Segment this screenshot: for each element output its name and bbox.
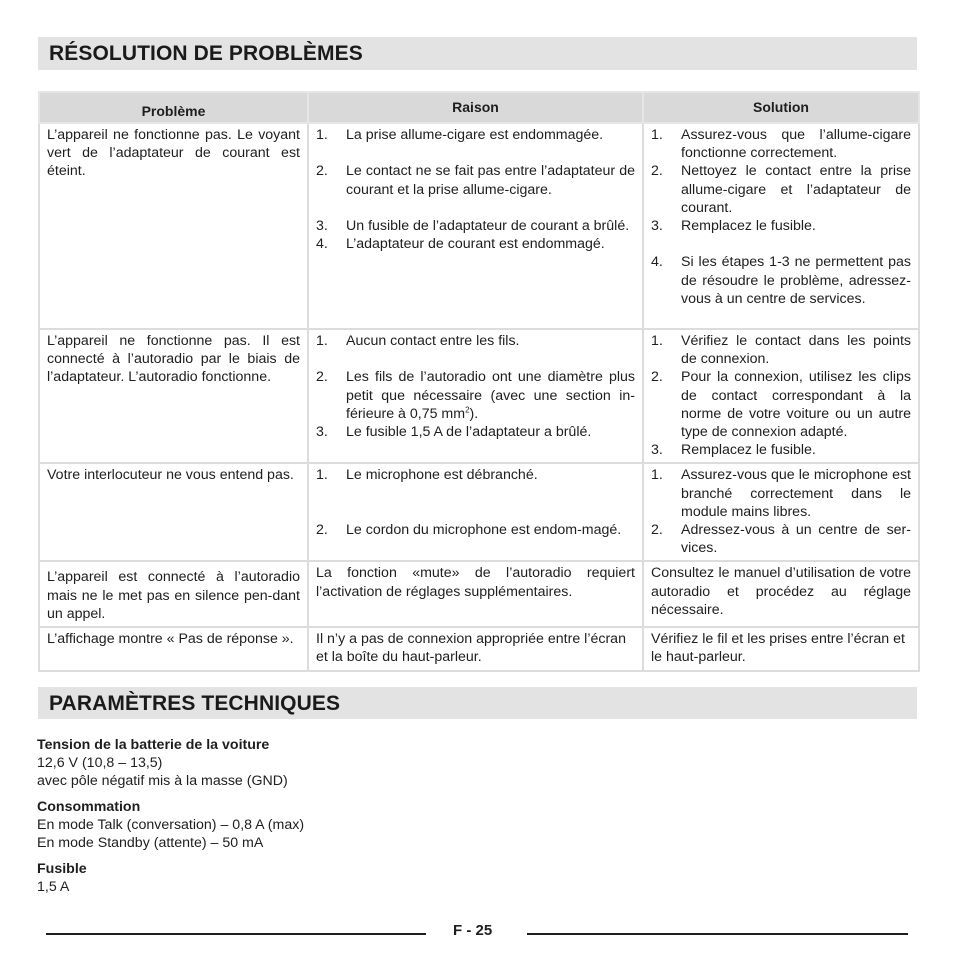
page-number: F - 25: [453, 922, 493, 939]
footer-rule-right: [527, 933, 908, 935]
header-problem: Problème: [39, 92, 308, 123]
section-header-specs: [38, 687, 917, 719]
list-item: 2. Le cordon du microphone est endom-magé.: [316, 522, 622, 538]
table-row: [39, 329, 919, 463]
spec-consumption: [37, 798, 304, 852]
section-title-troubleshooting: RÉSOLUTION DE PROBLÈMES: [49, 42, 363, 65]
list-item: 1. Vérifiez le contact dans les points de connexion.: [651, 333, 911, 368]
list-item: 2. Pour la connexion, utilisez les clips de contact correspondant à la norme de votre voiture ou un autre type de connexion adapté.: [651, 369, 911, 441]
list-item: 1. Assurez-vous que l’allume-cigare fonctionne correctement.: [651, 127, 911, 162]
reason-cell: [308, 329, 643, 463]
list-item: 3. Un fusible de l’adaptateur de courant a brûlé.: [316, 217, 630, 234]
list-item: 3. Le fusible 1,5 A de l’adaptateur a brûlé.: [316, 424, 592, 440]
list-item: 2. Nettoyez le contact entre la prise allume-cigare et l’adaptateur de courant.: [651, 163, 911, 216]
list-item: 4. Si les étapes 1-3 ne permettent pas de résoudre le problème, adressez-vous à un centre de services.: [651, 254, 911, 307]
spec-battery: [37, 736, 304, 790]
spec-label: Fusible: [37, 861, 87, 877]
troubleshooting-table: [38, 91, 920, 672]
table-row: [39, 561, 919, 627]
spec-value: 1,5 A: [37, 879, 70, 895]
list-item: 1. Assurez-vous que le microphone est branché correctement dans le module mains libres.: [651, 467, 911, 520]
solution-cell: [643, 463, 919, 561]
list-item: 1. La prise allume-cigare est endommagée.: [316, 127, 604, 143]
spec-value: 12,6 V (10,8 – 13,5): [37, 755, 163, 771]
list-item: 3. Remplacez le fusible.: [651, 442, 816, 459]
reason-cell: Il n’y a pas de connexion appropriée entre l’écran et la boîte du haut-parleur.: [308, 627, 643, 671]
solution-cell: [643, 329, 919, 463]
section-header-troubleshooting: [38, 37, 917, 70]
list-item: 2. Le contact ne se fait pas entre l’adaptateur de courant et la prise allume-cigare.: [316, 163, 635, 198]
solution-cell: Consultez le manuel d’utilisation de votre autoradio et procédez au réglage nécessaire.: [643, 561, 919, 627]
spec-fuse: [37, 860, 304, 896]
problem-cell: L’appareil ne fonctionne pas. Le voyant vert de l’adaptateur de courant est éteint.: [39, 123, 308, 329]
table-row: [39, 463, 919, 561]
reason-cell: [308, 463, 643, 561]
spec-value: avec pôle négatif mis à la masse (GND): [37, 773, 288, 789]
spec-value: En mode Standby (attente) – 50 mA: [37, 835, 264, 851]
table-row: [39, 123, 919, 329]
solution-cell: Vérifiez le fil et les prises entre l’écran et le haut-parleur.: [643, 627, 919, 671]
problem-cell: L’affichage montre « Pas de réponse ».: [39, 627, 308, 671]
section-title-specs: PARAMÈTRES TECHNIQUES: [49, 692, 341, 715]
problem-cell: Votre interlocuteur ne vous entend pas.: [39, 463, 308, 561]
list-item: 1. Aucun contact entre les fils.: [316, 333, 520, 349]
list-item: 4. L’adaptateur de courant est endommagé.: [316, 236, 605, 253]
reason-cell: [308, 123, 643, 329]
list-item: 2. Les fils de l’autoradio ont une diamètre plus petit que nécessaire (avec une section in-férieure à 0,75 $mm^2$).: [316, 369, 635, 422]
list-item: 2. Adressez-vous à un centre de ser-vices.: [651, 522, 911, 557]
table-row: [39, 627, 919, 671]
solution-cell: [643, 123, 919, 329]
header-reason: Raison: [308, 92, 643, 123]
problem-cell: L’appareil est connecté à l’autoradio mais ne le met pas en silence pen-dant un appel.: [39, 561, 308, 627]
list-item: 1. Le microphone est débranché.: [316, 467, 538, 484]
footer-rule-left: [46, 933, 426, 935]
list-item: 3. Remplacez le fusible.: [651, 218, 816, 235]
specs-list: [37, 736, 304, 904]
table-header-row: [39, 92, 919, 123]
problem-cell: L’appareil ne fonctionne pas. Il est connecté à l’autoradio par le biais de l’adaptateur. L’autoradio fonctionne.: [39, 329, 308, 463]
spec-label: Consommation: [37, 799, 141, 815]
spec-label: Tension de la batterie de la voiture: [37, 737, 270, 753]
reason-cell: La fonction «mute» de l’autoradio requiert l’activation de réglages supplémentaires.: [308, 561, 643, 627]
header-solution: Solution: [643, 92, 919, 123]
spec-value: En mode Talk (conversation) – 0,8 A (max): [37, 817, 305, 833]
